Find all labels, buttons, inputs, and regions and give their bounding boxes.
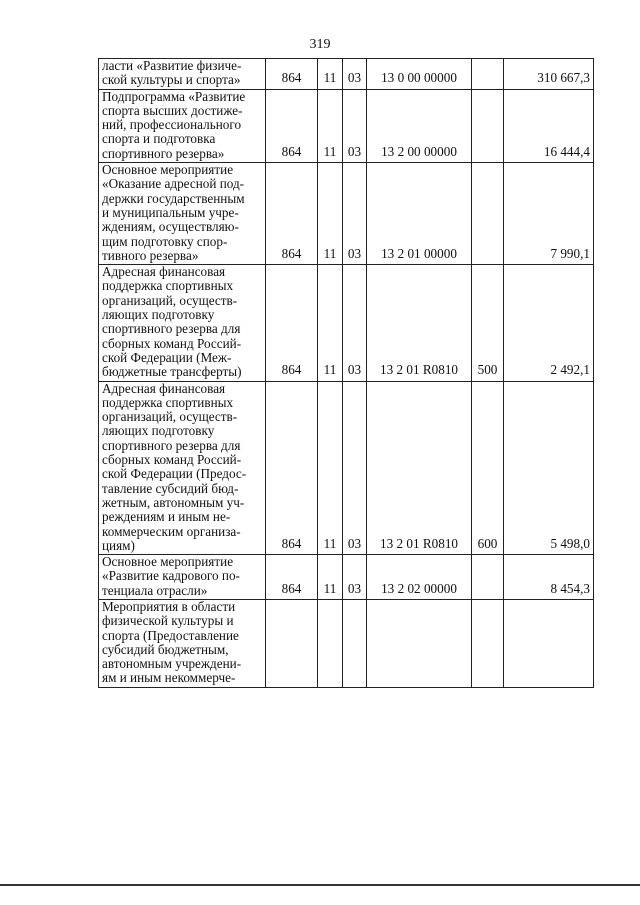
target-article-cell: 13 0 00 00000 bbox=[367, 59, 472, 90]
subsection-code-cell: 03 bbox=[343, 265, 367, 381]
section-code-cell: 11 bbox=[318, 555, 343, 600]
ministry-code-cell: 864 bbox=[266, 89, 318, 162]
target-article-cell: 13 2 02 00000 bbox=[367, 555, 472, 600]
table-row bbox=[99, 265, 594, 381]
section-code-cell: 11 bbox=[318, 381, 343, 555]
row-name-cell: Подпрограмма «Развитие спорта высших достиже- ний, профессионального спорта и подготовка спортивного резерва» bbox=[99, 89, 266, 162]
table-row bbox=[99, 89, 594, 162]
expense-type-cell bbox=[472, 555, 504, 600]
table-row bbox=[99, 59, 594, 90]
subsection-code-cell: 03 bbox=[343, 555, 367, 600]
target-article-cell: 13 2 01 R0810 bbox=[367, 381, 472, 555]
table-row bbox=[99, 163, 594, 265]
table-row bbox=[99, 381, 594, 555]
subsection-code-cell: 03 bbox=[343, 163, 367, 265]
amount-cell: 8 454,3 bbox=[504, 555, 594, 600]
target-article-cell: 13 2 00 00000 bbox=[367, 89, 472, 162]
subsection-code-cell: 03 bbox=[343, 89, 367, 162]
section-code-cell bbox=[318, 599, 343, 687]
amount-cell: 2 492,1 bbox=[504, 265, 594, 381]
section-code-cell: 11 bbox=[318, 59, 343, 90]
row-name-cell: Мероприятия в области физической культуры и спорта (Предоставление субсидий бюджетным, автономным учреждени- ям и иным некоммерче- bbox=[99, 599, 266, 687]
amount-cell: 7 990,1 bbox=[504, 163, 594, 265]
subsection-code-cell bbox=[343, 599, 367, 687]
target-article-cell: 13 2 01 R0810 bbox=[367, 265, 472, 381]
ministry-code-cell: 864 bbox=[266, 163, 318, 265]
row-name-cell: ласти «Развитие физиче- ской культуры и спорта» bbox=[99, 59, 266, 90]
ministry-code-cell bbox=[266, 599, 318, 687]
expense-type-cell bbox=[472, 89, 504, 162]
subsection-code-cell: 03 bbox=[343, 59, 367, 90]
ministry-code-cell: 864 bbox=[266, 59, 318, 90]
table-row bbox=[99, 599, 594, 687]
ministry-code-cell: 864 bbox=[266, 381, 318, 555]
section-code-cell: 11 bbox=[318, 163, 343, 265]
bottom-rule bbox=[0, 884, 640, 886]
amount-cell bbox=[504, 599, 594, 687]
expense-type-cell bbox=[472, 59, 504, 90]
section-code-cell: 11 bbox=[318, 265, 343, 381]
ministry-code-cell: 864 bbox=[266, 555, 318, 600]
expense-type-cell: 500 bbox=[472, 265, 504, 381]
ministry-code-cell: 864 bbox=[266, 265, 318, 381]
amount-cell: 16 444,4 bbox=[504, 89, 594, 162]
budget-table-body bbox=[99, 59, 594, 688]
page-number: 319 bbox=[309, 37, 331, 52]
section-code-cell: 11 bbox=[318, 89, 343, 162]
expense-type-cell: 600 bbox=[472, 381, 504, 555]
row-name-cell: Основное мероприятие «Развитие кадрового по- тенциала отрасли» bbox=[99, 555, 266, 600]
table-row bbox=[99, 555, 594, 600]
expense-type-cell bbox=[472, 163, 504, 265]
row-name-cell: Адресная финансовая поддержка спортивных организаций, осуществ- ляющих подготовку спортивного резерва для сборных команд Россий- ской Федерации (Предос- тавление субсидий бюд- жетным, автономным уч- реждениям и иным не- коммерческим организа- циям) bbox=[99, 381, 266, 555]
budget-table bbox=[98, 58, 594, 688]
target-article-cell: 13 2 01 00000 bbox=[367, 163, 472, 265]
target-article-cell bbox=[367, 599, 472, 687]
amount-cell: 310 667,3 bbox=[504, 59, 594, 90]
expense-type-cell bbox=[472, 599, 504, 687]
amount-cell: 5 498,0 bbox=[504, 381, 594, 555]
subsection-code-cell: 03 bbox=[343, 381, 367, 555]
row-name-cell: Адресная финансовая поддержка спортивных организаций, осуществ- ляющих подготовку спортивного резерва для сборных команд Россий- ской Федерации (Меж- бюджетные трансферты) bbox=[99, 265, 266, 381]
row-name-cell: Основное мероприятие «Оказание адресной под- держки государственным и муниципальным учре- ждениям, осуществляю- щим подготовку спор- тивного резерва» bbox=[99, 163, 266, 265]
